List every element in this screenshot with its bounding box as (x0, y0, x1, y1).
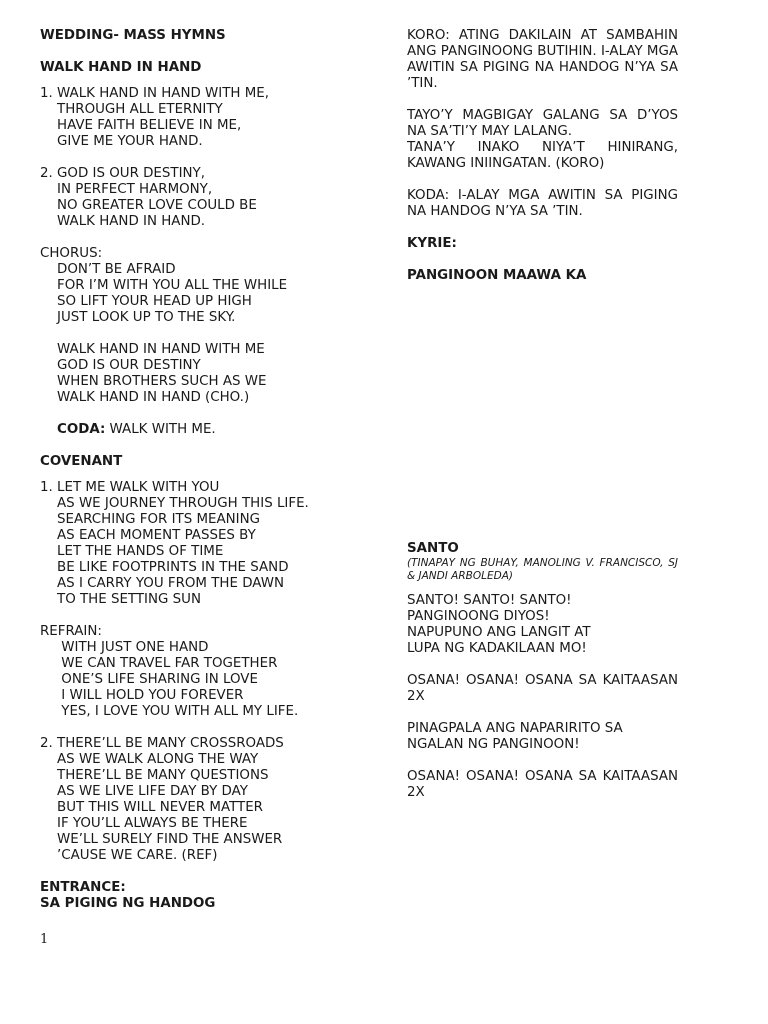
lyric-line: THERE’LL BE MANY QUESTIONS (40, 768, 269, 783)
lyric-line: JUST LOOK UP TO THE SKY. (40, 310, 236, 325)
spacer (40, 608, 370, 624)
tayo-paragraph-1: TAYO’Y MAGBIGAY GALANG SA D’YOS NA SA’TI’Y MAY LALANG. (407, 108, 678, 139)
lyric-line: NGALAN NG PANGINOON! (407, 737, 580, 752)
lyric-line: I WILL HOLD YOU FOREVER (40, 688, 244, 703)
lyric-line: 1. WALK HAND IN HAND WITH ME, (40, 86, 270, 101)
lyric-line: WE CAN TRAVEL FAR TOGETHER (40, 656, 278, 671)
spacer (407, 220, 678, 236)
chorus-part-b (40, 342, 370, 406)
spacer (40, 230, 370, 246)
refrain-block (40, 640, 370, 720)
covenant-verse-2 (40, 736, 370, 864)
entrance-song-title: SA PIGING NG HANDOG (40, 896, 216, 911)
lyric-line: 2. THERE’LL BE MANY CROSSROADS (40, 736, 284, 751)
lyric-line: IF YOU’LL ALWAYS BE THERE (40, 816, 248, 831)
spacer (40, 438, 370, 454)
lyric-line: WALK HAND IN HAND (CHO.) (40, 390, 250, 405)
spacer (40, 150, 370, 166)
lyric-line: ONE’S LIFE SHARING IN LOVE (40, 672, 258, 687)
spacer (40, 470, 370, 480)
lyric-line: WITH JUST ONE HAND (40, 640, 209, 655)
chorus-label: CHORUS: (40, 246, 103, 261)
spacer (407, 92, 678, 108)
coda-line (40, 422, 370, 438)
spacer (40, 76, 370, 86)
lyric-line: AS I CARRY YOU FROM THE DAWN (40, 576, 284, 591)
coda-label: CODA: (57, 422, 106, 437)
lyric-line: GOD IS OUR DESTINY (40, 358, 201, 373)
document-title: WEDDING- MASS HYMNS (40, 28, 226, 43)
lyric-line: WE’LL SURELY FIND THE ANSWER (40, 832, 283, 847)
entrance-label: ENTRANCE: (40, 880, 126, 895)
santo-section (407, 541, 678, 801)
lyric-line: YES, I LOVE YOU WITH ALL MY LIFE. (40, 704, 299, 719)
page-number: 1 (40, 932, 49, 947)
spacer (407, 172, 678, 188)
lyric-line: TO THE SETTING SUN (40, 592, 201, 607)
lyric-line: WHEN BROTHERS SUCH AS WE (40, 374, 267, 389)
spacer (407, 583, 678, 593)
lyric-line: PANGINOONG DIYOS! (407, 609, 550, 624)
spacer (40, 720, 370, 736)
lyric-line: NO GREATER LOVE COULD BE (40, 198, 257, 213)
lyric-line: AS WE LIVE LIFE DAY BY DAY (40, 784, 248, 799)
lyric-line: BUT THIS WILL NEVER MATTER (40, 800, 263, 815)
santo-lyrics (407, 593, 678, 657)
koda-paragraph: KODA: I-ALAY MGA AWITIN SA PIGING NA HANDOG N’YA SA ’TIN. (407, 188, 678, 219)
song-title-walk-hand-in-hand: WALK HAND IN HAND (40, 60, 202, 75)
spacer (40, 44, 370, 60)
song-title-covenant: COVENANT (40, 454, 123, 469)
lyric-line: NAPUPUNO ANG LANGIT AT (407, 625, 591, 640)
lyric-line: GIVE ME YOUR HAND. (40, 134, 203, 149)
lyric-line: SEARCHING FOR ITS MEANING (40, 512, 261, 527)
walk-verse-2 (40, 166, 370, 230)
lyric-line: HAVE FAITH BELIEVE IN ME, (40, 118, 242, 133)
spacer (40, 326, 370, 342)
lyric-line: BE LIKE FOOTPRINTS IN THE SAND (40, 560, 289, 575)
kyrie-title: KYRIE: (407, 236, 457, 251)
pinagpala-lyrics (407, 721, 678, 753)
lyric-line: 2. GOD IS OUR DESTINY, (40, 166, 205, 181)
spacer (407, 657, 678, 673)
lyric-line: ’CAUSE WE CARE. (REF) (40, 848, 218, 863)
right-column (407, 28, 678, 284)
santo-title: SANTO (407, 541, 459, 556)
chorus-part-a (40, 262, 370, 326)
santo-credit: (TINAPAY NG BUHAY, MANOLING V. FRANCISCO, SJ & JANDI ARBOLEDA) (407, 557, 678, 582)
lyric-line: IN PERFECT HARMONY, (40, 182, 213, 197)
spacer (407, 252, 678, 268)
spacer (40, 864, 370, 880)
lyric-line: AS WE JOURNEY THROUGH THIS LIFE. (40, 496, 309, 511)
lyric-line: FOR I’M WITH YOU ALL THE WHILE (40, 278, 288, 293)
spacer (407, 705, 678, 721)
lyric-line: LUPA NG KADAKILAAN MO! (407, 641, 587, 656)
osana-paragraph-1: OSANA! OSANA! OSANA SA KAITAASAN 2X (407, 673, 678, 704)
lyric-line: WALK HAND IN HAND. (40, 214, 206, 229)
coda-text: WALK WITH ME. (105, 422, 216, 437)
lyric-line: AS WE WALK ALONG THE WAY (40, 752, 259, 767)
spacer (407, 753, 678, 769)
osana-paragraph-2: OSANA! OSANA! OSANA SA KAITAASAN 2X (407, 769, 678, 800)
lyric-line: SANTO! SANTO! SANTO! (407, 593, 572, 608)
lyric-line: 1. LET ME WALK WITH YOU (40, 480, 220, 495)
lyric-line: AS EACH MOMENT PASSES BY (40, 528, 256, 543)
walk-verse-1 (40, 86, 370, 150)
lyric-line: THROUGH ALL ETERNITY (40, 102, 223, 117)
kyrie-subtitle: PANGINOON MAAWA KA (407, 268, 587, 283)
spacer (40, 406, 370, 422)
lyric-line: SO LIFT YOUR HEAD UP HIGH (40, 294, 252, 309)
refrain-label: REFRAIN: (40, 624, 102, 639)
koro-paragraph: KORO: ATING DAKILAIN AT SAMBAHIN ANG PANGINOONG BUTIHIN. I-ALAY MGA AWITIN SA PIGING NA HANDOG N’YA SA ’TIN. (407, 28, 679, 91)
lyric-line: LET THE HANDS OF TIME (40, 544, 224, 559)
lyric-line: DON’T BE AFRAID (40, 262, 176, 277)
covenant-verse-1 (40, 480, 370, 608)
left-column (40, 28, 370, 912)
lyric-line: PINAGPALA ANG NAPARIRITO SA (407, 721, 623, 736)
lyric-line: WALK HAND IN HAND WITH ME (40, 342, 265, 357)
tayo-paragraph-2: TANA’Y INAKO NIYA’T HINIRANG, KAWANG INIINGATAN. (KORO) (407, 140, 678, 171)
